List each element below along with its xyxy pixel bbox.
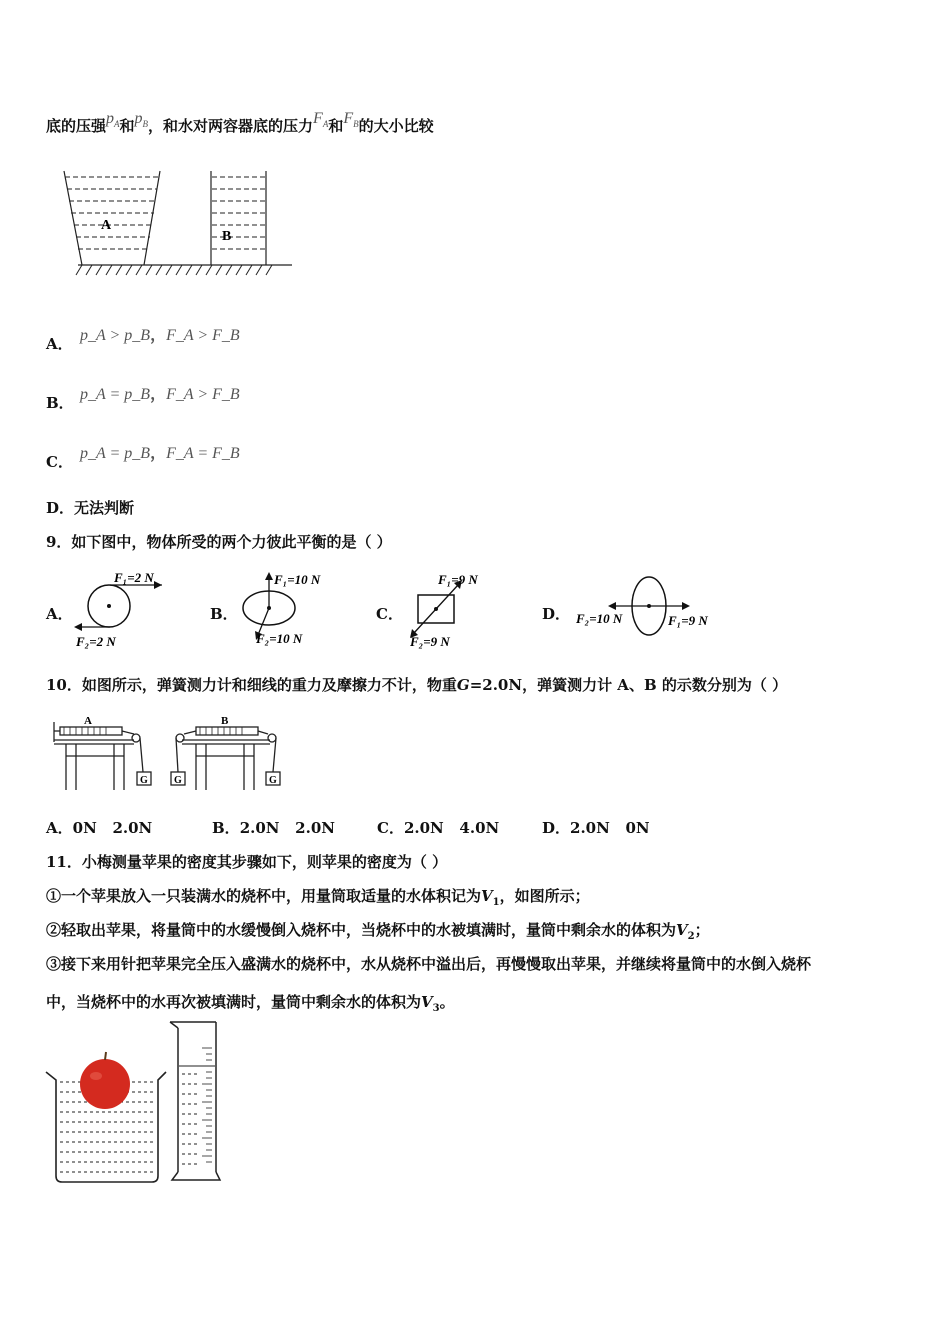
q11-beaker-figure: [42, 1018, 232, 1188]
q10-label-a: A: [84, 715, 92, 727]
q8-fb-symbol: $F_B$: [343, 110, 359, 130]
q9-a-f2: F₂=2 N: [76, 634, 116, 649]
q8-fa-symbol: $F_A$: [313, 110, 329, 130]
q8-option-b-expr1: p_A = p_B: [80, 386, 151, 403]
container-a-left-wall: [64, 171, 82, 265]
q8-stem-suffix: 的大小比较: [358, 117, 434, 135]
q8-and-1: 和: [119, 117, 135, 135]
q10-weight-right-label: G: [269, 775, 277, 786]
container-a-right-wall: [144, 171, 160, 265]
q8-stem-prefix: 底的压强: [46, 117, 107, 135]
q8-option-a-expr1: p_A > p_B: [80, 327, 151, 344]
q8-option-a-label: A．: [46, 335, 73, 353]
q9-option-b-figure: [236, 568, 346, 653]
q9-c-f1: F₁=9 N: [438, 572, 478, 587]
q8-option-c-expr: p_A = p_B，F_A = F_B: [80, 445, 240, 462]
q9-option-c-label: C．: [376, 605, 403, 623]
q10-stem: 10．如图所示，弹簧测力计和细线的重力及摩擦力不计，物重G=2.0N，弹簧测力计 A、B 的示数分别为（ ）: [46, 676, 788, 694]
container-a-label: A: [101, 218, 112, 233]
q8-stem: [46, 110, 434, 137]
q9-option-c-figure: [400, 568, 510, 653]
q8-option-d: D．无法判断: [46, 499, 135, 517]
q8-stem-mid: ，和水对两容器底的压力: [148, 117, 314, 135]
q9-option-a-figure: [70, 568, 170, 653]
q8-and-2: 和: [328, 117, 344, 135]
q9-d-f2: F₂=10 N: [576, 611, 623, 626]
q10-label-b: B: [221, 715, 229, 727]
q9-d-f1: F₁=9 N: [668, 613, 708, 628]
q9-c-f2: F₂=9 N: [410, 634, 450, 649]
q8-option-c-label: C．: [46, 453, 73, 471]
q9-option-b-label: B．: [210, 605, 238, 623]
q10-option-d: D．2.0N 0N: [542, 819, 650, 837]
q8-option-b-label: B．: [46, 394, 74, 412]
q8-containers-figure: [60, 165, 300, 280]
q8-pb-symbol: $p_B$: [134, 110, 149, 130]
q11-stem: 11．小梅测量苹果的密度其步骤如下，则苹果的密度为（ ）: [46, 853, 448, 871]
q8-pa-symbol: $p_A$: [106, 110, 120, 130]
q8-option-a-expr2: F_A > F_B: [166, 327, 240, 344]
q9-option-d-figure: [570, 568, 730, 653]
q9-stem: 9．如下图中，物体所受的两个力彼此平衡的是（ ）: [46, 533, 392, 551]
q11-step-3-line-2: 中，当烧杯中的水再次被填满时，量筒中剩余水的体积为$V_3$。: [46, 993, 455, 1014]
q9-b-f2: F₂=10 N: [256, 631, 303, 646]
q10-option-a: A．0N 2.0N: [46, 819, 153, 837]
q10-spring-scale-figure: [50, 710, 290, 795]
q10-weight-mid-label: G: [174, 775, 182, 786]
q9-option-d-label: D．: [542, 605, 571, 623]
q11-step-2: ②轻取出苹果，将量筒中的水缓慢倒入烧杯中，当烧杯中的水被填满时，量筒中剩余水的体积为$V_2$；: [46, 921, 710, 942]
q8-option-a-expr: p_A > p_B，F_A > F_B: [80, 327, 240, 344]
q9-b-f1: F₁=10 N: [274, 572, 321, 587]
q9-option-a-label: A．: [46, 605, 73, 623]
q10-option-b: B．2.0N 2.0N: [212, 819, 335, 837]
apple-icon: [80, 1059, 130, 1109]
container-b-label: B: [222, 229, 232, 244]
q8-option-b-expr: p_A = p_B，F_A > F_B: [80, 386, 240, 403]
q11-step-3-line-1: ③接下来用针把苹果完全压入盛满水的烧杯中，水从烧杯中溢出后，再慢慢取出苹果，并继续将量筒中的水倒入烧杯: [46, 955, 812, 973]
q10-weight-left-label: G: [140, 775, 148, 786]
q8-option-c-expr1: p_A = p_B: [80, 445, 151, 462]
q9-a-f1: F₁=2 N: [114, 570, 154, 585]
q11-step-1: ①一个苹果放入一只装满水的烧杯中，用量筒取适量的水体积记为$V_1$，如图所示；: [46, 887, 590, 908]
q10-option-c: C．2.0N 4.0N: [377, 819, 500, 837]
graduated-cylinder: [170, 1022, 220, 1180]
q8-option-c-expr2: F_A = F_B: [166, 445, 240, 462]
q8-option-b-expr2: F_A > F_B: [166, 386, 240, 403]
